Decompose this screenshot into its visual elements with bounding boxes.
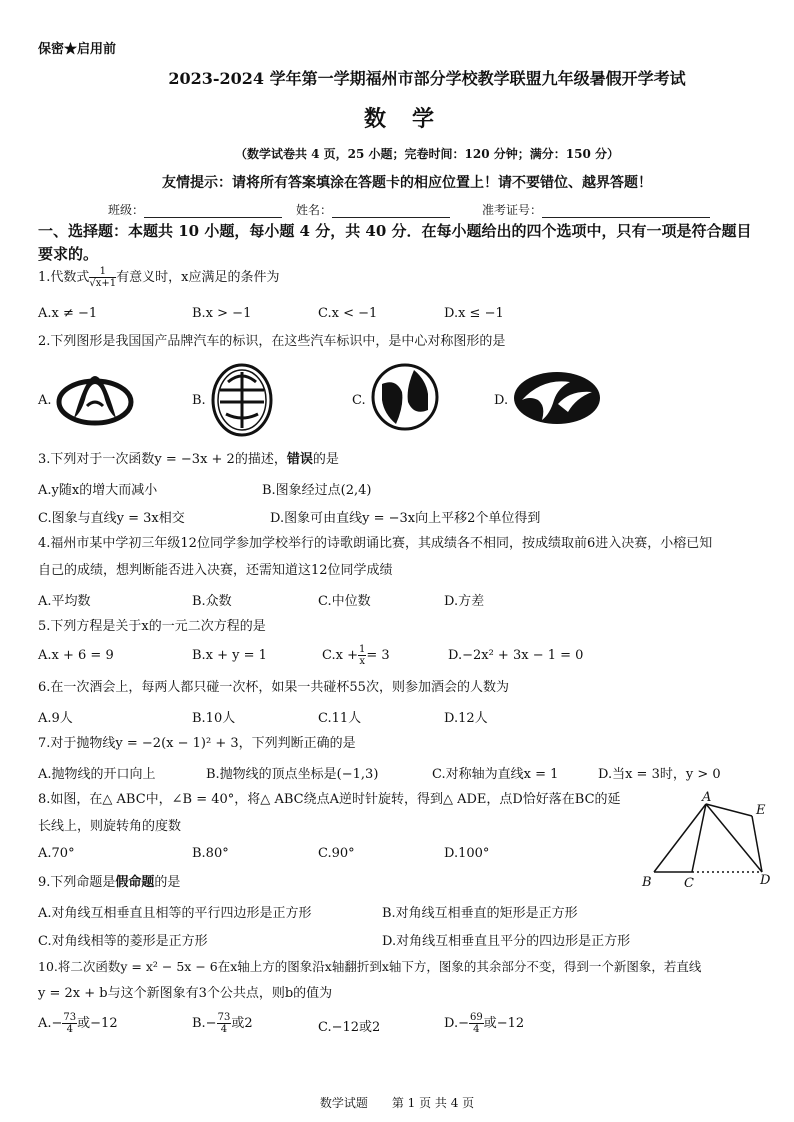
question-10-line-1: 10.将二次函数y = x² − 5x − 6在x轴上方的图象沿x轴翻折到x轴下方，图象的其余部分不变，得到一个新图象，若直线 xyxy=(38,959,702,974)
q6-option-d: D.12人 xyxy=(444,711,488,726)
fraction: $\frac{73}{4}$ xyxy=(63,1012,77,1035)
label-d: D xyxy=(760,873,771,888)
car-logo-d-icon xyxy=(512,370,602,426)
q2-option-a: A. xyxy=(38,393,52,408)
question-3: 3.下列对于一次函数y = −3x + 2的描述，错误的是 xyxy=(38,452,339,467)
segment-ed xyxy=(752,816,762,872)
q1-option-b: B.x > −1 xyxy=(192,306,252,321)
q2-option-b: B. xyxy=(192,393,206,408)
q10-option-b: B.− $\frac{73}{4}$ 或2 xyxy=(192,1012,253,1035)
q7-option-a: A.抛物线的开口向上 xyxy=(38,767,156,782)
q3-option-b: B.图象经过点(2,4) xyxy=(262,483,372,498)
q8-option-b: B.80° xyxy=(192,846,229,861)
q5-option-b: B.x + y = 1 xyxy=(192,648,267,663)
car-logo-a-icon xyxy=(56,372,134,428)
fraction: $\frac{73}{4}$ xyxy=(217,1012,231,1035)
question-1: 1.代数式 $\frac{1}{√x+1}$ 有意义时，x应满足的条件为 xyxy=(38,266,280,289)
exam-info: （数学试卷共 4 页，25 小题；完卷时间：120 分钟；满分：150 分） xyxy=(234,147,620,161)
q3-option-c: C.图象与直线y = 3x相交 xyxy=(38,511,185,526)
question-2: 2.下列图形是我国国产品牌汽车的标识，在这些汽车标识中，是中心对称图形的是 xyxy=(38,334,506,349)
q5-option-a: A.x + 6 = 9 xyxy=(38,648,114,663)
section-heading: 一、选择题：本题共 10 小题，每小题 4 分，共 40 分．在每小题给出的四个选项中，只有一项是符合题目要求的。 xyxy=(38,222,752,263)
question-10-line-2: y = 2x + b与这个新图象有3个公共点，则b的值为 xyxy=(38,986,333,1001)
q2-option-c: C. xyxy=(352,393,366,408)
fraction: $\frac{1}{x}$ xyxy=(358,644,366,667)
label-a: A xyxy=(702,790,712,805)
segment-ab xyxy=(654,804,706,872)
fraction: $\frac{1}{√x+1}$ xyxy=(89,266,117,289)
q9-option-c: C.对角线相等的菱形是正方形 xyxy=(38,934,208,949)
segment-ad xyxy=(706,804,762,872)
q4-option-a: A.平均数 xyxy=(38,594,91,609)
segment-ae xyxy=(706,804,752,816)
car-logo-b-icon xyxy=(210,362,274,438)
q9-option-b: B.对角线互相垂直的矩形是正方形 xyxy=(382,906,578,921)
q8-option-c: C.90° xyxy=(318,846,355,861)
subject-title: 数学 xyxy=(363,106,460,132)
question-5: 5.下列方程是关于x的一元二次方程的是 xyxy=(38,619,266,634)
question-4-line-2: 自己的成绩，想判断能否进入决赛，还需知道这12位同学成绩 xyxy=(38,563,393,578)
car-logo-c-icon xyxy=(370,362,440,432)
friendly-tip: 友情提示：请将所有答案填涂在答题卡的相应位置上！请不要错位、越界答题！ xyxy=(162,175,652,191)
question-8-line-2: 长线上，则旋转角的度数 xyxy=(38,819,182,834)
q3-option-a: A.y随x的增大而减小 xyxy=(38,483,158,498)
class-field: 班级： xyxy=(108,201,282,218)
question-7: 7.对于抛物线y = −2(x − 1)² + 3，下列判断正确的是 xyxy=(38,736,356,751)
q6-option-c: C.11人 xyxy=(318,711,362,726)
exam-title: 2023-2024 学年第一学期福州市部分学校教学联盟九年级暑假开学考试 xyxy=(168,69,686,88)
q1-option-a: A.x ≠ −1 xyxy=(38,306,98,321)
q7-option-b: B.抛物线的顶点坐标是(−1,3) xyxy=(206,767,379,782)
q10-option-a: A.− $\frac{73}{4}$ 或−12 xyxy=(38,1012,118,1035)
q3-option-d: D.图象可由直线y = −3x向上平移2个单位得到 xyxy=(270,511,541,526)
q4-option-d: D.方差 xyxy=(444,594,485,609)
question-9: 9.下列命题是假命题的是 xyxy=(38,875,181,890)
q8-option-a: A.70° xyxy=(38,846,75,861)
question-8-line-1: 8.如图，在△ ABC中，∠B = 40°，将△ ABC绕点A逆时针旋转，得到△ ADE，点D恰好落在BC的延 xyxy=(38,792,621,807)
q8-option-d: D.100° xyxy=(444,846,490,861)
q9-option-a: A.对角线互相垂直且相等的平行四边形是正方形 xyxy=(38,906,312,921)
q5-option-c: C.x + $\frac{1}{x}$ = 3 xyxy=(322,644,390,667)
question-6: 6.在一次酒会上，每两人都只碰一次杯，如果一共碰杯55次，则参加酒会的人数为 xyxy=(38,680,509,695)
student-fields xyxy=(108,201,710,218)
q6-option-b: B.10人 xyxy=(192,711,236,726)
q7-option-c: C.对称轴为直线x = 1 xyxy=(432,767,559,782)
question-4-line-1: 4.福州市某中学初三年级12位同学参加学校举行的诗歌朗诵比赛，其成绩各不相同，按成绩取前6进入决赛，小榕已知 xyxy=(38,536,713,551)
q9-option-d: D.对角线互相垂直且平分的四边形是正方形 xyxy=(382,934,631,949)
q2-option-d: D. xyxy=(494,393,509,408)
q10-option-c: C.−12或2 xyxy=(318,1020,381,1035)
q1-option-d: D.x ≤ −1 xyxy=(444,306,504,321)
label-c: C xyxy=(684,876,694,891)
q5-option-d: D.−2x² + 3x − 1 = 0 xyxy=(448,648,584,663)
q7-option-d: D.当x = 3时，y > 0 xyxy=(598,767,721,782)
fraction: $\frac{69}{4}$ xyxy=(469,1012,483,1035)
exam-id-field: 准考证号： xyxy=(482,201,710,218)
label-e: E xyxy=(756,803,766,818)
name-field: 姓名： xyxy=(296,201,450,218)
label-b: B xyxy=(642,875,652,890)
q1-option-c: C.x < −1 xyxy=(318,306,378,321)
q4-option-b: B.众数 xyxy=(192,594,232,609)
q4-option-c: C.中位数 xyxy=(318,594,371,609)
q6-option-a: A.9人 xyxy=(38,711,73,726)
q10-option-d: D.− $\frac{69}{4}$ 或−12 xyxy=(444,1012,525,1035)
page-footer: 数学试题 第 1 页 共 4 页 xyxy=(319,1096,475,1110)
confidential-label: 保密★启用前 xyxy=(38,42,117,57)
q8-geometry-figure xyxy=(636,790,776,892)
